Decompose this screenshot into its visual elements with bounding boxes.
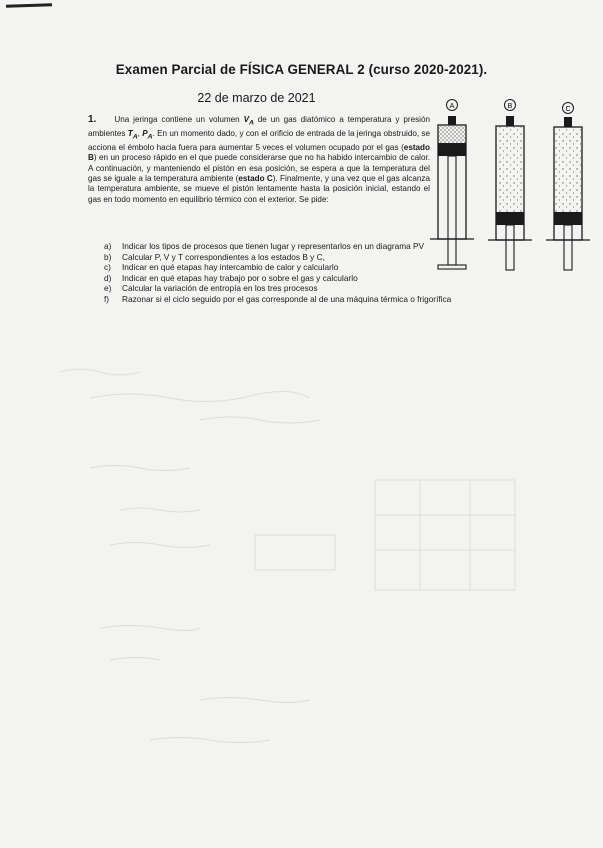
syringe-c	[546, 103, 590, 271]
question-text: Calcular la variación de entropía en los tres procesos	[122, 283, 318, 294]
question-label: b)	[104, 251, 112, 262]
exam-date: 22 de marzo de 2021	[197, 91, 316, 105]
problem-number: 1.	[88, 114, 97, 125]
question-text: Razonar si el ciclo seguido por el gas corresponde al de una máquina térmica o frigorífica	[122, 293, 452, 304]
sub-a3: A	[147, 133, 153, 141]
var-v: V	[243, 115, 249, 124]
exam-title: Examen Parcial de FÍSICA GENERAL 2 (curso 2020-2021).	[115, 62, 488, 77]
problem-text-1: Una jeringa contiene un volumen	[114, 115, 244, 124]
question-text: Calcular P, V y T correspondientes a los estados B y C,	[122, 251, 325, 262]
question-item	[104, 283, 524, 294]
question-text: Indicar en qué etapas hay intercambio de calor y calcularlo	[122, 262, 339, 273]
sub-a1: A	[248, 119, 254, 127]
var-t: T	[127, 128, 133, 138]
problem-text-2: de un gas diatómico a temperatura y presión ambientes	[88, 115, 430, 138]
question-label: d)	[104, 272, 112, 283]
state-b-label: estado B	[88, 142, 430, 163]
label-a: A	[449, 103, 455, 110]
problem-text-3: . En un momento dado, y con el orificio de entrada de la jeringa obstruido, se acciona el émbolo hacia fuera para aumentar 5 veces el volumen ocupado por el gas (	[88, 128, 431, 152]
problem-statement	[88, 115, 430, 205]
question-label: f)	[104, 293, 110, 304]
label-b: B	[507, 103, 513, 110]
problem-text-4: ) en un proceso rápido en el que puede considerarse que no ha habido intercambio de calor. A continuación, y manteniendo el pistón en esa posición, se espera a que la temperatura del gas se iguale a la temperatura ambiente (	[88, 153, 430, 183]
problem-text-5: ). Finalmente, y una vez que el gas alcanza la temperatura ambiente, se mueve el pistón lentamente hasta la posición inicial, estando el gas en todo momento en equilibrio térmico con el exterior. Se pide:	[88, 173, 430, 204]
state-c-label: estado C	[238, 173, 273, 183]
question-label: e)	[104, 283, 112, 294]
syringe-b	[488, 100, 532, 271]
question-text: Indicar en qué etapas hay trabajo por o sobre el gas y calcularlo	[122, 272, 358, 283]
pen-mark	[6, 3, 52, 8]
sub-a2: A	[132, 133, 138, 141]
syringe-a	[430, 100, 474, 270]
question-item	[104, 294, 524, 305]
question-label: c)	[104, 262, 111, 273]
label-c: C	[565, 106, 571, 113]
question-text: Indicar los tipos de procesos que tienen lugar y representarlos en un diagrama PV	[122, 241, 425, 251]
question-label: a)	[104, 241, 112, 251]
var-p: P	[142, 128, 148, 138]
syringe-diagram	[428, 97, 603, 282]
comma: ,	[137, 128, 143, 138]
